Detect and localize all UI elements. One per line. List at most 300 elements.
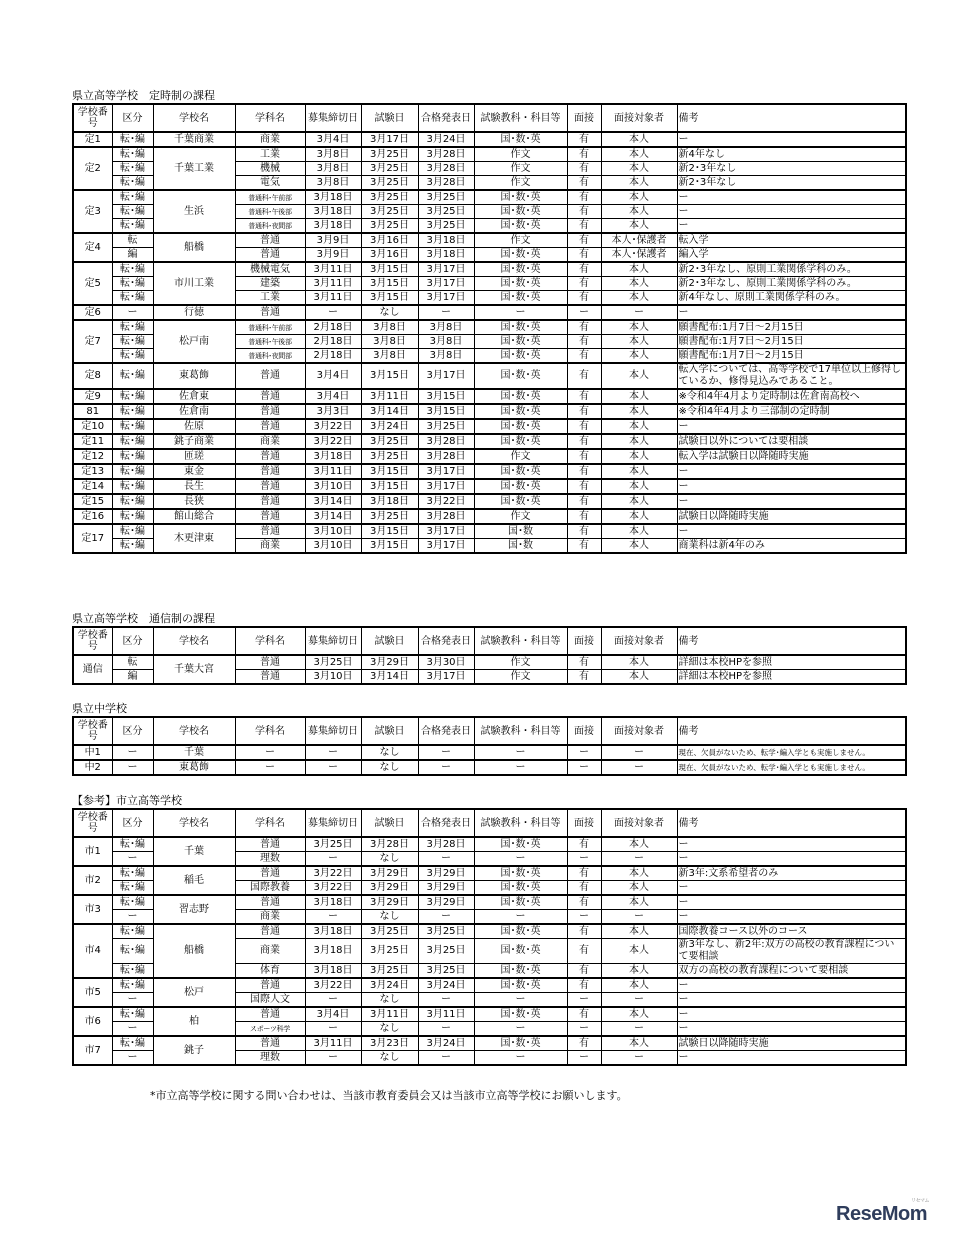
logo-text: ReseMom: [836, 1203, 927, 1225]
deadline: 3月4日: [305, 132, 361, 147]
subjects: 国･数･英: [474, 349, 567, 364]
column-header: 学校名: [153, 717, 235, 745]
school-group: [73, 1007, 906, 1036]
division: 転･編: [112, 349, 153, 364]
interview: 有: [567, 262, 601, 277]
interview-target: 本人: [601, 1007, 677, 1022]
division: 転･編: [112, 162, 153, 176]
school-group: [73, 434, 906, 449]
interview: ー: [567, 1022, 601, 1037]
deadline: ー: [305, 745, 361, 760]
deadline: 2月18日: [305, 320, 361, 335]
interview: 有: [567, 539, 601, 554]
interview-target: 本人: [601, 132, 677, 147]
note: ー: [677, 132, 906, 147]
division: 転･編: [112, 924, 153, 939]
column-header: 学校名: [153, 627, 235, 655]
note: ー: [677, 910, 906, 925]
table-row: [73, 895, 906, 910]
exam-date: なし: [361, 305, 418, 320]
column-header: 面接: [567, 809, 601, 837]
result-date: ー: [418, 760, 474, 775]
school-group: [73, 479, 906, 494]
division: 転･編: [112, 524, 153, 539]
result-date: 3月28日: [418, 162, 474, 176]
interview-target: 本人: [601, 162, 677, 176]
exam-date: 3月8日: [361, 320, 418, 335]
division: 転･編: [112, 494, 153, 509]
note: 願書配布:1月7日～2月15日: [677, 320, 906, 335]
exam-date: 3月25日: [361, 509, 418, 524]
exam-date: なし: [361, 760, 418, 775]
school-name: 生浜: [153, 190, 235, 233]
division: ー: [112, 1051, 153, 1066]
subjects: 国･数･英: [474, 262, 567, 277]
deadline: 3月8日: [305, 147, 361, 162]
interview-target: ー: [601, 745, 677, 760]
school-name: 柏: [153, 1007, 235, 1036]
school-number: 通信: [73, 655, 112, 684]
result-date: 3月29日: [418, 895, 474, 910]
department: 商業: [235, 132, 305, 147]
department: 普通: [235, 248, 305, 263]
note: 双方の高校の教育課程について要相談: [677, 964, 906, 979]
interview-target: 本人: [601, 539, 677, 554]
interview: 有: [567, 509, 601, 524]
department: 機械: [235, 162, 305, 176]
section-title: 県立中学校: [72, 702, 127, 715]
result-date: 3月25日: [418, 964, 474, 979]
department: 普通科･夜間部: [235, 219, 305, 234]
division: ー: [112, 993, 153, 1008]
interview-target: 本人: [601, 349, 677, 364]
school-name: 船橋: [153, 233, 235, 262]
interview-target: ー: [601, 1051, 677, 1066]
division: 転･編: [112, 464, 153, 479]
result-date: 3月17日: [418, 363, 474, 389]
division: ー: [112, 1022, 153, 1037]
note: ※令和4年4月より定時制は佐倉南高校へ: [677, 389, 906, 404]
subjects: 作文: [474, 176, 567, 191]
interview: 有: [567, 389, 601, 404]
subjects: ー: [474, 1051, 567, 1066]
subjects: ー: [474, 305, 567, 320]
deadline: 3月11日: [305, 291, 361, 306]
division: 転･編: [112, 262, 153, 277]
interview: 有: [567, 162, 601, 176]
school-number: 中1: [73, 745, 112, 760]
interview-target: 本人: [601, 419, 677, 434]
subjects: 国･数･英: [474, 205, 567, 219]
exam-date: 3月14日: [361, 670, 418, 685]
subjects: ー: [474, 910, 567, 925]
exam-date: なし: [361, 1051, 418, 1066]
interview-target: 本人: [601, 219, 677, 234]
school-name: 館山総合: [153, 509, 235, 524]
subjects: 国･数･英: [474, 464, 567, 479]
interview-target: 本人: [601, 494, 677, 509]
exam-date: 3月15日: [361, 539, 418, 554]
deadline: 3月4日: [305, 1007, 361, 1022]
result-date: ー: [418, 910, 474, 925]
table-row: [73, 524, 906, 539]
result-date: 3月24日: [418, 978, 474, 993]
division: 転･編: [112, 219, 153, 234]
column-header: 合格発表日: [418, 104, 474, 132]
exam-date: 3月25日: [361, 176, 418, 191]
note: ー: [677, 852, 906, 867]
note: ー: [677, 881, 906, 896]
deadline: 3月22日: [305, 419, 361, 434]
subjects: 国･数･英: [474, 434, 567, 449]
result-date: ー: [418, 745, 474, 760]
department: 理数: [235, 1051, 305, 1066]
department: 普通科･午後部: [235, 335, 305, 349]
department: 普通: [235, 655, 305, 670]
column-header: 試験日: [361, 104, 418, 132]
note: 試験日以降随時実施: [677, 1036, 906, 1051]
column-header: 区分: [112, 627, 153, 655]
subjects: 国･数･英: [474, 219, 567, 234]
department: スポーツ科学: [235, 1022, 305, 1037]
deadline: 3月9日: [305, 233, 361, 248]
exam-date: なし: [361, 745, 418, 760]
result-date: ー: [418, 1051, 474, 1066]
result-date: 3月28日: [418, 176, 474, 191]
school-number: 市3: [73, 895, 112, 924]
department: 普通: [235, 479, 305, 494]
deadline: 3月25日: [305, 837, 361, 852]
result-date: 3月24日: [418, 1036, 474, 1051]
deadline: ー: [305, 1022, 361, 1037]
note: ー: [677, 205, 906, 219]
division: 転･編: [112, 434, 153, 449]
exam-date: 3月16日: [361, 248, 418, 263]
result-date: 3月17日: [418, 479, 474, 494]
exam-date: 3月15日: [361, 277, 418, 291]
deadline: 3月22日: [305, 434, 361, 449]
exam-date: 3月15日: [361, 464, 418, 479]
table-row: [73, 655, 906, 670]
division: ー: [112, 745, 153, 760]
column-header: 試験日: [361, 809, 418, 837]
column-header: 学科名: [235, 104, 305, 132]
school-group: [73, 924, 906, 978]
note: ー: [677, 1051, 906, 1066]
note: 現在、欠員がないため、転学･編入学とも実施しません。: [677, 760, 906, 775]
school-name: 千葉大宮: [153, 655, 235, 684]
column-header: 面接対象者: [601, 627, 677, 655]
interview: 有: [567, 147, 601, 162]
school-group: [73, 837, 906, 866]
interview-target: ー: [601, 305, 677, 320]
division: 転･編: [112, 291, 153, 306]
exam-date: 3月24日: [361, 978, 418, 993]
school-group: [73, 866, 906, 895]
division: 転･編: [112, 866, 153, 881]
subjects: 国･数･英: [474, 1036, 567, 1051]
interview: 有: [567, 419, 601, 434]
column-header: 学科名: [235, 809, 305, 837]
department: 商業: [235, 910, 305, 925]
interview: 有: [567, 320, 601, 335]
table-row: [73, 837, 906, 852]
exam-date: 3月24日: [361, 419, 418, 434]
exam-date: 3月25日: [361, 147, 418, 162]
subjects: 国･数･英: [474, 978, 567, 993]
department: 商業: [235, 539, 305, 554]
deadline: 3月10日: [305, 524, 361, 539]
interview: 有: [567, 964, 601, 979]
school-group: [73, 190, 906, 233]
school-number: 市7: [73, 1036, 112, 1065]
department: 普通: [235, 670, 305, 685]
interview-target: ー: [601, 760, 677, 775]
logo-sub: リセマム: [911, 1198, 929, 1204]
interview: 有: [567, 291, 601, 306]
school-group: [73, 655, 906, 684]
department: 商業: [235, 939, 305, 964]
deadline: 3月18日: [305, 219, 361, 234]
exam-date: 3月11日: [361, 1007, 418, 1022]
exam-date: 3月16日: [361, 233, 418, 248]
deadline: 3月18日: [305, 924, 361, 939]
interview: 有: [567, 939, 601, 964]
result-date: 3月17日: [418, 464, 474, 479]
header-row: [73, 104, 906, 132]
division: ー: [112, 852, 153, 867]
result-date: 3月25日: [418, 205, 474, 219]
deadline: 3月14日: [305, 509, 361, 524]
table-row: [73, 190, 906, 205]
interview: 有: [567, 479, 601, 494]
exam-date: なし: [361, 910, 418, 925]
column-header: 学校番号: [73, 809, 112, 837]
school-number: 定9: [73, 389, 112, 404]
division: 転･編: [112, 539, 153, 554]
interview: 有: [567, 924, 601, 939]
deadline: 3月10日: [305, 670, 361, 685]
exam-date: 3月29日: [361, 895, 418, 910]
interview-target: 本人: [601, 404, 677, 419]
school-group: [73, 1036, 906, 1065]
note: ※令和4年4月より三部制の定時制: [677, 404, 906, 419]
school-group: [73, 760, 906, 775]
exam-date: 3月29日: [361, 881, 418, 896]
deadline: ー: [305, 305, 361, 320]
note: 転入学: [677, 233, 906, 248]
deadline: ー: [305, 993, 361, 1008]
interview: 有: [567, 349, 601, 364]
note: ー: [677, 419, 906, 434]
result-date: 3月18日: [418, 248, 474, 263]
department: 普通: [235, 978, 305, 993]
deadline: 3月10日: [305, 479, 361, 494]
interview-target: 本人: [601, 895, 677, 910]
exam-date: 3月11日: [361, 389, 418, 404]
interview-target: ー: [601, 993, 677, 1008]
column-header: 区分: [112, 809, 153, 837]
interview-target: 本人･保護者: [601, 248, 677, 263]
section-title: 県立高等学校 通信制の課程: [72, 612, 215, 625]
school-group: [73, 494, 906, 509]
school-name: 東葛飾: [153, 363, 235, 389]
subjects: 国･数･英: [474, 881, 567, 896]
interview: 有: [567, 404, 601, 419]
note: 新3年:文系希望者のみ: [677, 866, 906, 881]
section-junior-high: [72, 702, 905, 776]
school-number: 81: [73, 404, 112, 419]
department: 電気: [235, 176, 305, 191]
interview-target: 本人: [601, 978, 677, 993]
school-name: 東金: [153, 464, 235, 479]
school-group: [73, 147, 906, 190]
result-date: 3月17日: [418, 670, 474, 685]
interview: 有: [567, 1036, 601, 1051]
subjects: 国･数･英: [474, 939, 567, 964]
result-date: ー: [418, 852, 474, 867]
department: 機械電気: [235, 262, 305, 277]
school-group: [73, 449, 906, 464]
department: 普通: [235, 924, 305, 939]
school-name: 東葛飾: [153, 760, 235, 775]
department: 国際教養: [235, 881, 305, 896]
column-header: 学校番号: [73, 717, 112, 745]
interview: ー: [567, 760, 601, 775]
school-number: 定8: [73, 363, 112, 389]
deadline: ー: [305, 1051, 361, 1066]
column-header: 試験日: [361, 717, 418, 745]
column-header: 学校名: [153, 809, 235, 837]
section-tsushinsei: [72, 612, 905, 685]
note: ー: [677, 190, 906, 205]
interview-target: 本人: [601, 449, 677, 464]
note: 国際教養コース以外のコース: [677, 924, 906, 939]
interview-target: 本人: [601, 205, 677, 219]
exam-date: 3月8日: [361, 335, 418, 349]
result-date: 3月28日: [418, 434, 474, 449]
deadline: 3月3日: [305, 404, 361, 419]
school-group: [73, 524, 906, 553]
table-row: [73, 745, 906, 760]
column-header: 学科名: [235, 627, 305, 655]
division: 転･編: [112, 449, 153, 464]
division: 転･編: [112, 363, 153, 389]
school-number: 市5: [73, 978, 112, 1007]
school-name: 千葉工業: [153, 147, 235, 190]
section-title: 県立高等学校 定時制の課程: [72, 89, 215, 102]
division: 編: [112, 670, 153, 685]
subjects: 作文: [474, 233, 567, 248]
deadline: 3月18日: [305, 449, 361, 464]
school-name: 松戸: [153, 978, 235, 1007]
deadline: 3月11日: [305, 277, 361, 291]
deadline: 3月22日: [305, 978, 361, 993]
subjects: ー: [474, 852, 567, 867]
result-date: 3月17日: [418, 277, 474, 291]
interview: 有: [567, 670, 601, 685]
column-header: 区分: [112, 104, 153, 132]
interview-target: 本人: [601, 866, 677, 881]
deadline: 3月18日: [305, 205, 361, 219]
interview: ー: [567, 305, 601, 320]
school-number: 定6: [73, 305, 112, 320]
school-name: 銚子商業: [153, 434, 235, 449]
exam-date: 3月15日: [361, 262, 418, 277]
division: 転･編: [112, 978, 153, 993]
division: 転･編: [112, 320, 153, 335]
result-date: 3月17日: [418, 524, 474, 539]
note: ー: [677, 895, 906, 910]
subjects: 国･数･英: [474, 964, 567, 979]
division: 転･編: [112, 964, 153, 979]
interview-target: 本人: [601, 509, 677, 524]
school-number: 定13: [73, 464, 112, 479]
exam-date: 3月14日: [361, 404, 418, 419]
subjects: 国･数･英: [474, 494, 567, 509]
result-date: 3月11日: [418, 1007, 474, 1022]
division: 転: [112, 233, 153, 248]
table-row: [73, 978, 906, 993]
division: 転･編: [112, 389, 153, 404]
school-number: 定7: [73, 320, 112, 363]
school-number: 定11: [73, 434, 112, 449]
deadline: 2月18日: [305, 349, 361, 364]
result-date: 3月24日: [418, 132, 474, 147]
footnote: *市立高等学校に関する問い合わせは、当該市教育委員会又は当該市立高等学校にお願いします。: [150, 1089, 628, 1102]
note: 試験日以外については要相談: [677, 434, 906, 449]
exam-date: なし: [361, 852, 418, 867]
school-group: [73, 895, 906, 924]
result-date: ー: [418, 1022, 474, 1037]
school-name: 千葉商業: [153, 132, 235, 147]
interview-target: 本人: [601, 670, 677, 685]
school-name: 行徳: [153, 305, 235, 320]
exam-date: 3月28日: [361, 837, 418, 852]
interview: 有: [567, 881, 601, 896]
subjects: 作文: [474, 147, 567, 162]
interview-target: 本人: [601, 964, 677, 979]
note: ー: [677, 1007, 906, 1022]
table-row: [73, 1007, 906, 1022]
column-header: 面接: [567, 627, 601, 655]
table-row: [73, 924, 906, 939]
result-date: 3月28日: [418, 837, 474, 852]
note: ー: [677, 1022, 906, 1037]
deadline: 3月4日: [305, 363, 361, 389]
interview-target: 本人･保護者: [601, 233, 677, 248]
column-header: 学校名: [153, 104, 235, 132]
note: 新2･3年なし、原則工業関係学科のみ。: [677, 262, 906, 277]
interview: 有: [567, 494, 601, 509]
department: 普通: [235, 464, 305, 479]
table-row: [73, 509, 906, 524]
table-row: [73, 866, 906, 881]
division: 転･編: [112, 1007, 153, 1022]
result-date: 3月25日: [418, 190, 474, 205]
column-header: 備考: [677, 809, 906, 837]
table-row: [73, 449, 906, 464]
column-header: 試験教科・科目等: [474, 627, 567, 655]
subjects: 国･数･英: [474, 248, 567, 263]
school-group: [73, 132, 906, 147]
division: 転･編: [112, 479, 153, 494]
exam-date: 3月25日: [361, 190, 418, 205]
department: 建築: [235, 277, 305, 291]
table-row: [73, 760, 906, 775]
school-group: [73, 233, 906, 262]
note: ー: [677, 978, 906, 993]
